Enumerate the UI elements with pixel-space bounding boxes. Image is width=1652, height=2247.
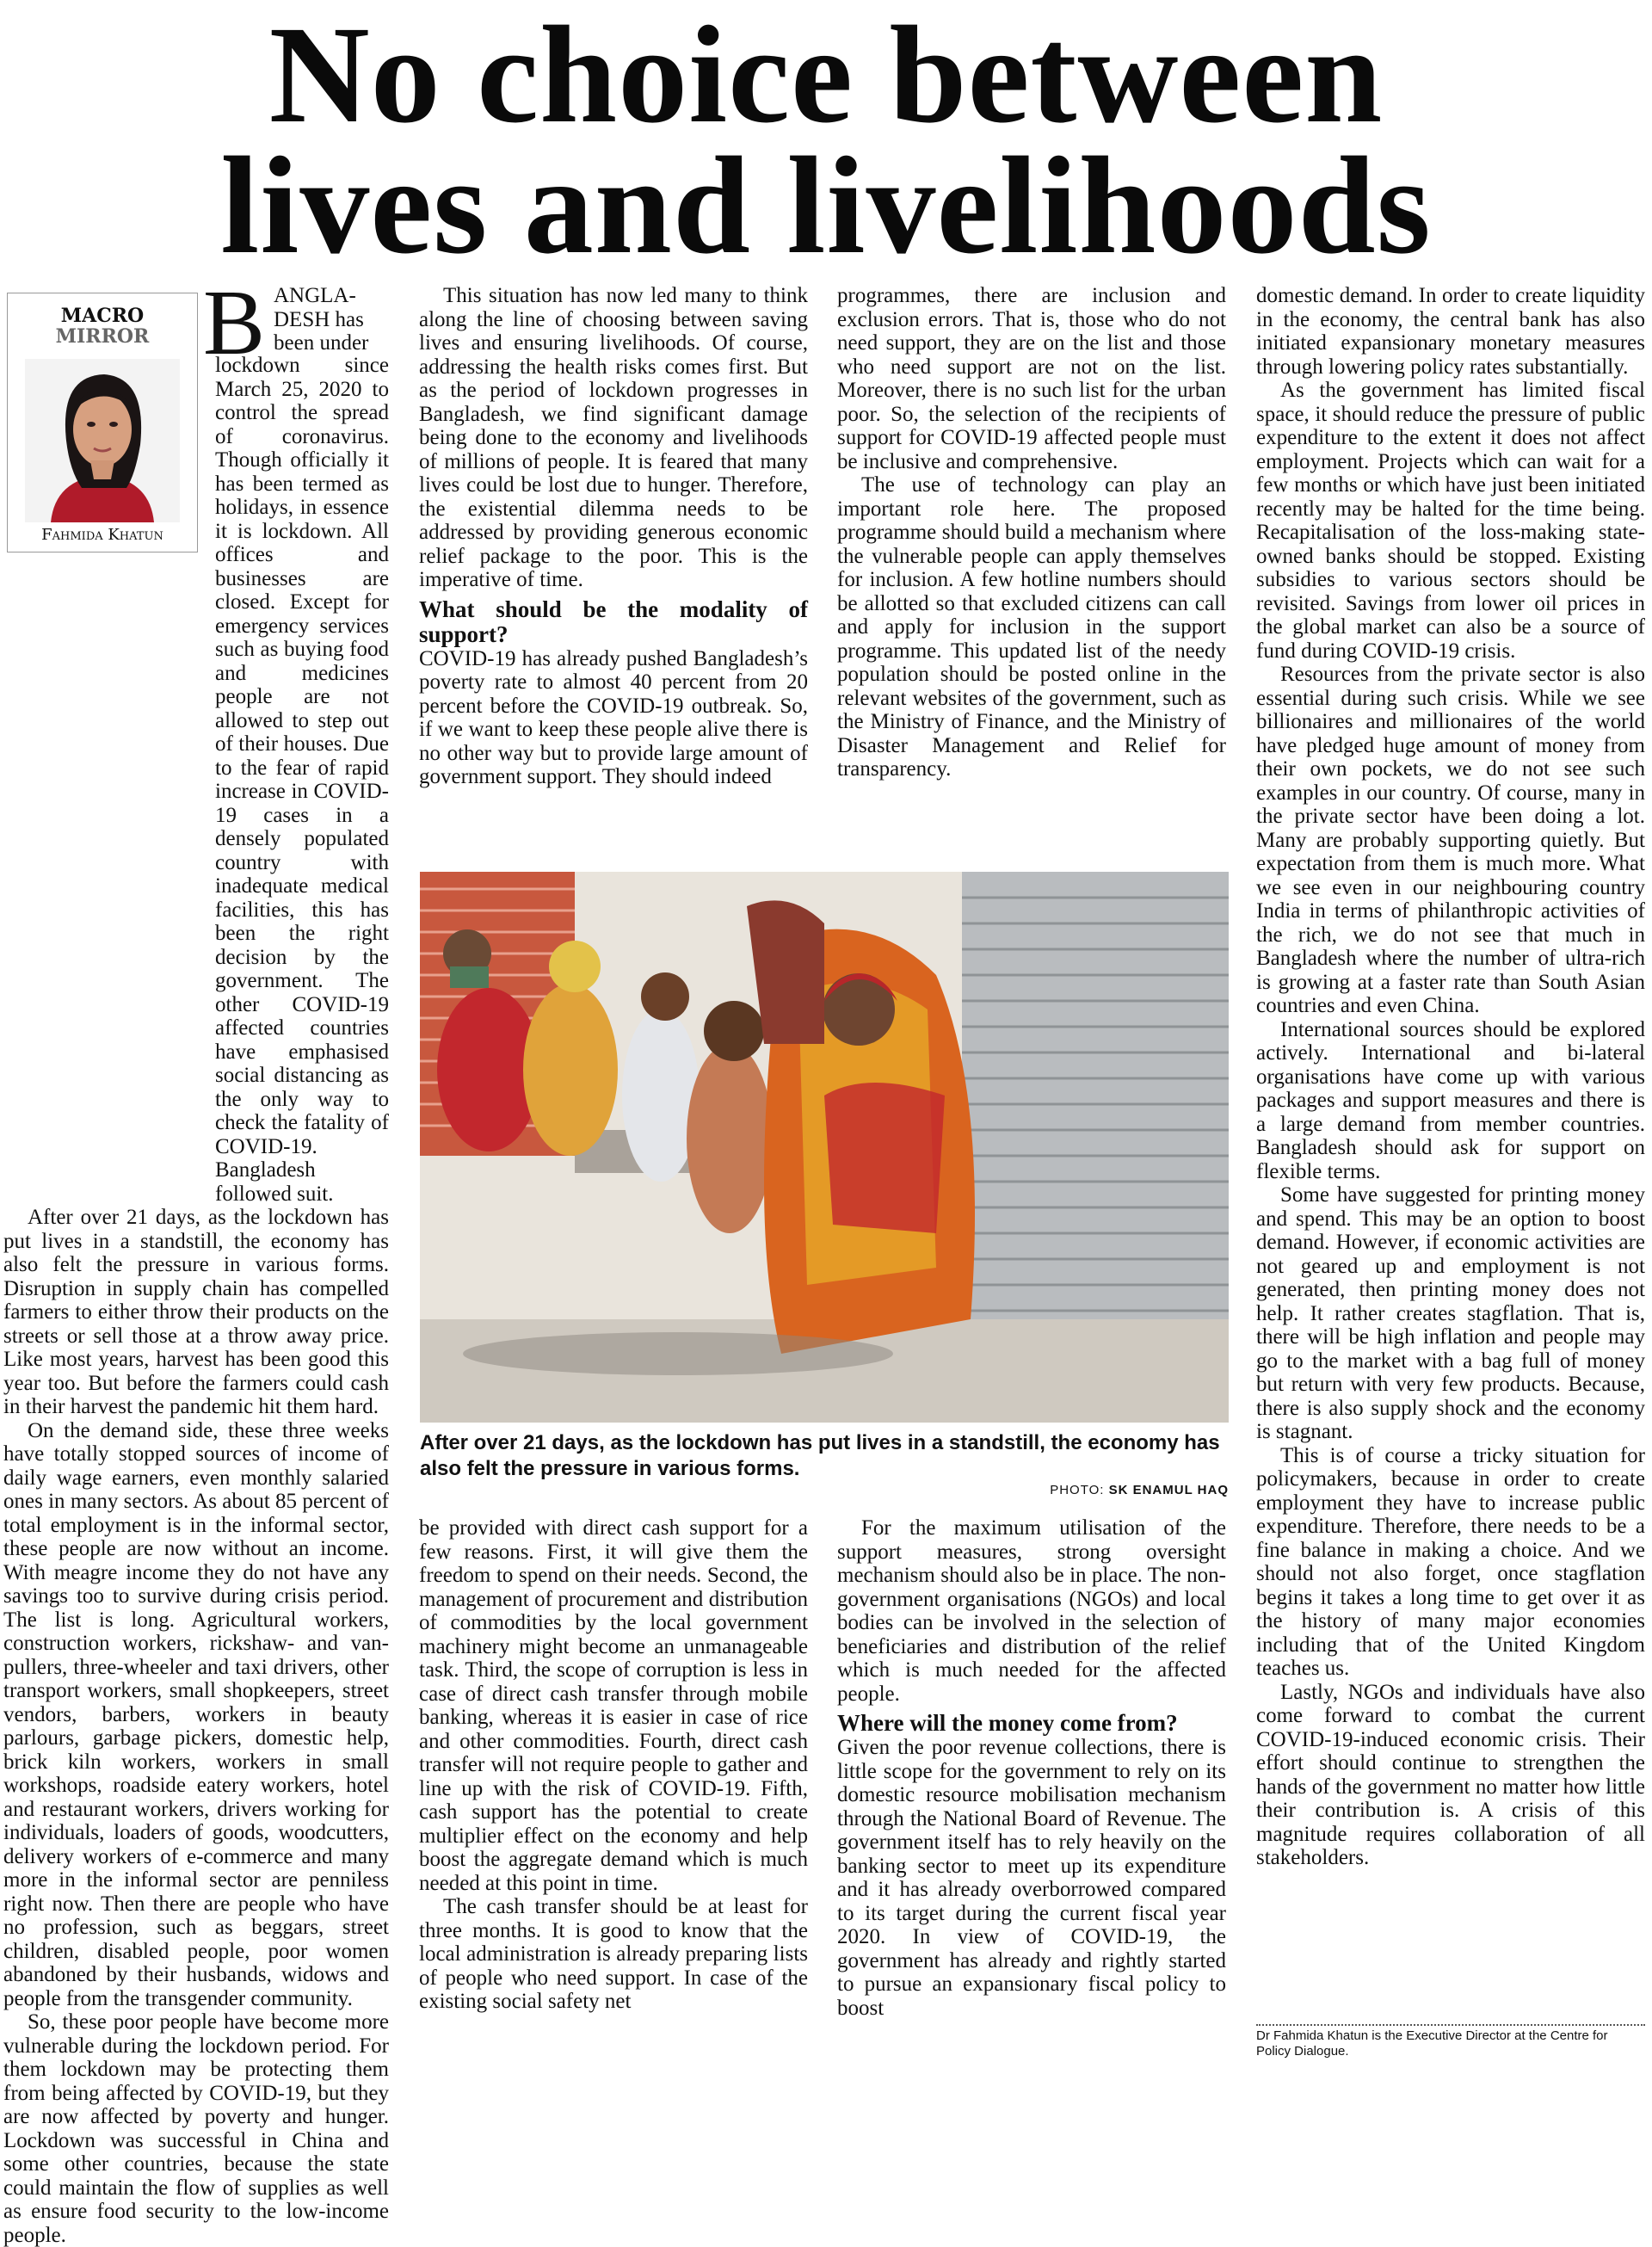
paragraph: This is of course a tricky situation for policymakers, because in order to create employment they have to increase public expenditure. Therefore, there needs to be a fine balance in making a choice. And we should not also forget, once stagflation begins it takes a long time to get over it as the history of many major economies including that of the United Kingdom teaches us. — [1256, 1443, 1645, 1680]
paragraph: The use of technology can play an important role here. The proposed programme should build a mechanism where the vulnerable people can apply themselves for inclusion. A few hotline numbers should be allotted so that excluded citizens can call and apply for inclusion in the support programme. This updated list of the needy population should be posted online in the relevant websites of the government, such as the Ministry of Finance, and the Ministry of Disaster Management and Relief for transparency. — [837, 473, 1226, 781]
headline-line-1: No choice between — [268, 0, 1384, 152]
paragraph: The cash transfer should be at least for three months. It is good to know that the local administration is already preparing lists of people who need support. In case of the existing social safety net — [419, 1895, 808, 2013]
paragraph: As the government has limited fiscal space, it should reduce the pressure of public expenditure to the extent it does not affect employment. Projects which can wait for a few months or which have just been initiated recently may be halted for the time being. Recapitalisation of the loss-making state-owned banks should be stopped. Existing subsidies to various sectors should be revisited. Savings from lower oil prices in the global market can also be a source of fund during COVID-19 crisis. — [1256, 379, 1645, 663]
intro-line-2: DESH has — [274, 307, 364, 331]
column-1 — [3, 354, 389, 2247]
headline-line-2: lives and livelihoods — [220, 129, 1432, 283]
paragraph: domestic demand. In order to create liquidity in the economy, the central bank has also initiated expansionary monetary measures through lowering policy rates substantially. — [1256, 284, 1645, 379]
subheading-money: Where will the money come from? — [837, 1710, 1178, 1736]
intro-paragraph: lockdown since March 25, 2020 to control the spread of coronavirus. Though officially it has been termed as holidays, in essence it is lockdown. All offices and businesses are closed. Except for emergency services such as buying food and medicines people are not allowed to step out of their houses. Due to the fear of rapid increase in COVID-19 cases in a densely populated country with inadequate medical facilities, this has been the right decision by the government. The other COVID-19 affected countries have emphasised social distancing as the only way to check the fatality of COVID-19. Bangladesh followed suit. — [215, 354, 389, 1206]
photo-caption: After over 21 days, as the lockdown has put lives in a standstill, the economy has also felt the pressure in various forms. — [420, 1431, 1220, 1480]
photo-credit-label: PHOTO: — [1050, 1483, 1105, 1497]
drop-cap: B — [203, 272, 266, 374]
photo-right-shutter — [962, 872, 1229, 1354]
column-3-top — [837, 284, 1226, 781]
paragraph: International sources should be explored actively. International and bi-lateral organisations have come up with various packages and support measures and there is a large demand from member countries. Bangladesh should ask for support on flexible terms. — [1256, 1017, 1645, 1183]
paragraph: programmes, there are inclusion and exclusion errors. That is, those who do not need support, they are on the list and those who need support are not on the list. Moreover, there is no such list for the urban poor. So, the selection of the recipients of support for COVID-19 affected people must be inclusive and comprehensive. — [837, 284, 1226, 473]
column-2-bottom — [419, 1516, 808, 2014]
photographer-name: SK ENAMUL HAQ — [1108, 1483, 1229, 1497]
paragraph: After over 21 days, as the lockdown has put lives in a standstill, the economy has also felt the pressure in various forms. Disruption in supply chain has compelled farmers to either throw their products on the streets or sell those at a throw away price. Like most years, harvest has been good this year too. But before the farmers could cash in their harvest the pandemic hit them hard. — [3, 1206, 389, 1418]
column-2-top — [419, 284, 808, 789]
column-brand-macro: MACRO — [60, 305, 145, 327]
news-photo — [420, 872, 1229, 1423]
author-bio: Dr Fahmida Khatun is the Executive Director at the Centre for Policy Dialogue. — [1256, 2028, 1608, 2059]
intro-first-lines — [274, 284, 394, 355]
paragraph: Lastly, NGOs and individuals have also come forward to combat the current COVID-19-induced economic crisis. Their effort should continue to strengthen the hands of the government no matter how little their contribution is. A crisis of this magnitude requires collaboration of all stakeholders. — [1256, 1680, 1645, 1869]
column-brand-mirror: MIRROR — [55, 325, 150, 348]
paragraph: This situation has now led many to think along the line of choosing between saving lives and ensuring livelihoods. Of course, addressing the health risks comes first. But as the period of lockdown progresses in Bangladesh, we find significant damage being done to the economy and livelihoods of millions of people. It is feared that many lives could be lost due to hunger. Therefore, the existential dilemma needs to be addressed by providing generous economic relief package to the poor. This is the imperative of time. — [419, 284, 808, 591]
paragraph: So, these poor people have become more vulnerable during the lockdown period. For them lockdown may be protecting them from being affected by COVID-19, but they are now affected by poverty and hunger. Lockdown was successful in China and some other countries, because the state could maintain the flow of supplies as well as ensure food security to the low-income people. — [3, 2010, 389, 2247]
photo-ground-shadow — [463, 1332, 893, 1375]
author-name: Fahmida Khatun — [41, 526, 163, 544]
paragraph: Resources from the private sector is also essential during such crisis. While we see billionaires and millionaires of the world have pledged huge amount of money from their own pockets, we do not see such examples in our country. Of course, many in the private sector have been doing a lot. Many are probably supporting quietly. But expectation from them is much more. What we see even in our neighbouring country India in terms of philanthropic activities of the rich, we do not see that much in Bangladesh where the number of ultra-rich is growing at a faster rate than South Asian countries and even China. — [1256, 663, 1645, 1017]
paragraph: COVID-19 has already pushed Bangladesh’s poverty rate to almost 40 percent from 20 percent before the COVID-19 outbreak. So, if we want to keep these people alive there is no other way but to provide large amount of government support. They should indeed — [419, 646, 808, 788]
column-4 — [1256, 284, 1645, 1870]
paragraph: Given the poor revenue collections, there is little scope for the government to rely on its domestic resource mobilisation mechanism through the National Board of Revenue. The government itself has to rely heavily on the banking sector to meet up its expenditure and it has already overborrowed compared to its target during the current fiscal year 2020. In view of COVID-19, the government has already and rightly started to pursue an expansionary fiscal policy to boost — [837, 1736, 1226, 2020]
column-3-bottom — [837, 1516, 1226, 2020]
photo-credit — [1024, 1483, 1229, 1497]
paragraph: For the maximum utilisation of the support measures, strong oversight mechanism should also be in place. The non-government organisations (NGOs) and local bodies can be involved in the selection of beneficiaries and distribution of the relief which is much needed for the affected people. — [837, 1516, 1226, 1706]
subheading-modality: What should be the modality of support? — [419, 596, 808, 647]
headline — [0, 0, 1652, 283]
intro-line-1: ANGLA- — [274, 284, 356, 307]
paragraph: On the demand side, these three weeks have totally stopped sources of income of daily wage earners, even monthly salaried ones in many sectors. As about 85 percent of total employment is in the informal sector, these people are now without an income. With meagre income they do not have any savings too to survive during crisis period. The list is long. Agricultural workers, construction workers, rickshaw- and van-pullers, three-wheeler and taxi drivers, other transport workers, small shopkeepers, street vendors, barbers, workers in beauty parlours, garbage pickers, domestic help, brick kiln workers, workers in small workshops, roadside eatery workers, hotel and restaurant workers, drivers working for individuals, loaders of goods, woodcutters, delivery workers of e-commerce and many more in the informal sector are penniless right now. Then there are people who have no profession, such as beggars, street children, disabled people, poor women abandoned by their husbands, widows and people from the transgender community. — [3, 1418, 389, 2010]
paragraph: be provided with direct cash support for a few reasons. First, it will give them the freedom to spend on their needs. Second, the management of procurement and distribution of commodities by the local government machinery might become an unmanageable task. Third, the scope of corruption is less in case of direct cash transfer through mobile banking, whereas it is easier in case of rice and other commodities. Fourth, direct cash transfer will not require people to gather and line up with the risk of COVID-19. Fifth, cash support has the potential to create multiplier effect on the economy and help boost the aggregate demand which is much needed at this point in time. — [419, 1516, 808, 1895]
paragraph: Some have suggested for printing money and spend. This may be an option to boost demand. However, if economic activities are not geared up and employment is not generated, then printing money does not help. It rather creates stagflation. That is, there will be high inflation and people may go to the market with a bag full of money but return with very few products. Because, there is also supply shock and the economy is stagnant. — [1256, 1183, 1645, 1443]
bio-divider — [1256, 2024, 1645, 2026]
intro-line-3: been under — [274, 331, 369, 355]
